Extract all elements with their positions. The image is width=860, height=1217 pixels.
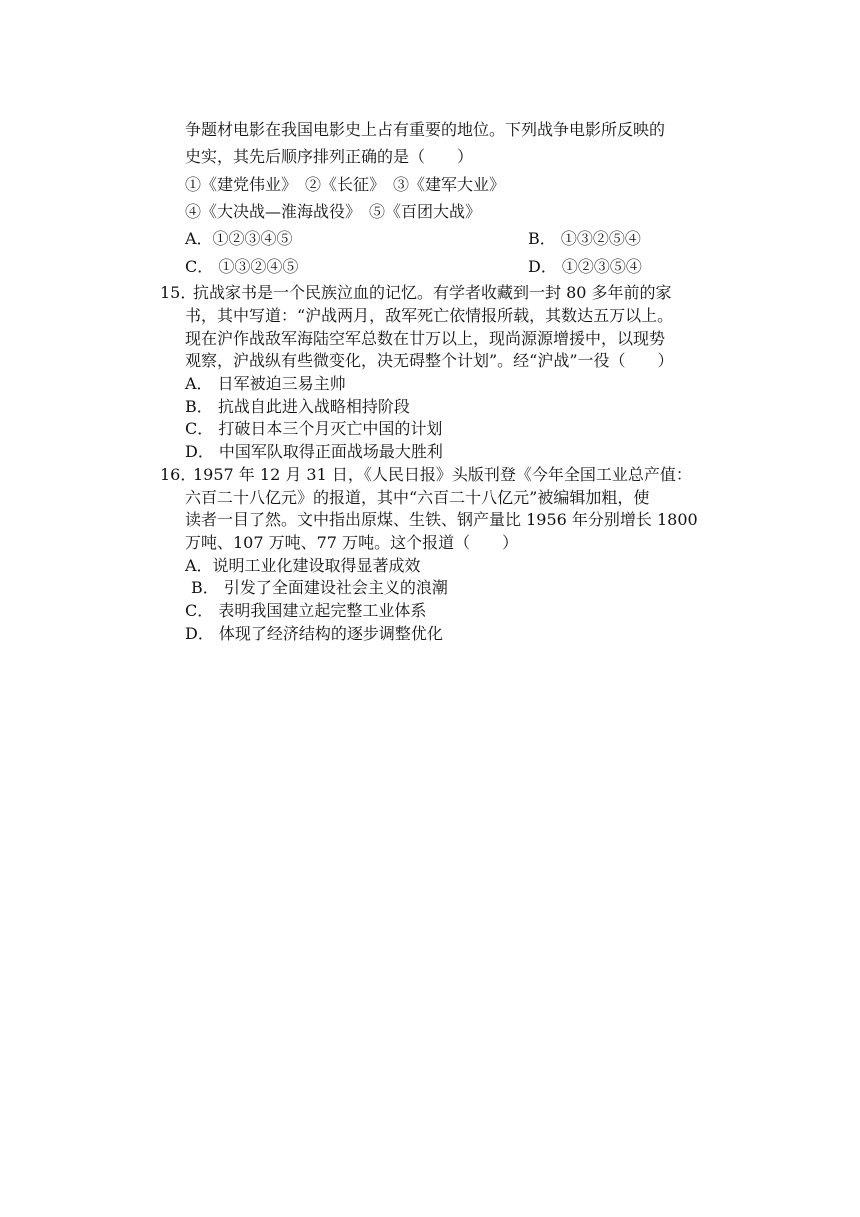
q16-option-a: A．说明工业化建设取得显著成效 [185, 556, 421, 575]
q14-items-row-1: ①《建党伟业》 ②《长征》 ③《建军大业》 [185, 175, 506, 194]
q15-stem-line-2: 书，其中写道：“沪战两月，敌军死亡依情报所载，其数达五万以上。 [185, 306, 674, 325]
q14-stem-line-1: 争题材电影在我国电影史上占有重要的地位。下列战争电影所反映的 [185, 120, 666, 139]
q16-option-c: C． 表明我国建立起完整工业体系 [185, 601, 427, 620]
q15-stem-line-3: 现在沪作战敌军海陆空军总数在廿万以上，现尚源源增援中，以现势 [185, 329, 666, 348]
q14-option-c: C． ①③②④⑤ [185, 257, 299, 276]
q14-option-a: A．①②③④⑤ [185, 229, 293, 248]
q15-stem-line-1: 抗战家书是一个民族泣血的记忆。有学者收藏到一封 80 多年前的家 [193, 283, 672, 302]
q14-items-row-2: ④《大决战—淮海战役》 ⑤《百团大战》 [185, 202, 482, 221]
q15-option-d: D． 中国军队取得正面战场最大胜利 [185, 442, 443, 461]
q15-number: 15． [160, 283, 197, 302]
q14-option-d: D． ①②③⑤④ [528, 257, 642, 276]
q16-stem-line-4: 万吨、107 万吨、77 万吨。这个报道（ ） [185, 533, 519, 552]
q16-option-d: D． 体现了经济结构的逐步调整优化 [185, 624, 443, 643]
q15-option-a: A． 日军被迫三易主帅 [185, 374, 346, 393]
q15-option-b: B． 抗战自此进入战略相持阶段 [185, 397, 410, 416]
q16-stem-line-1: 1957 年 12 月 31 日，《人民日报》头版刊登《今年全国工业总产值： [193, 465, 692, 484]
q16-number: 16． [160, 465, 197, 484]
q16-stem-line-2: 六百二十八亿元》的报道，其中“六百二十八亿元”被编辑加粗，使 [185, 488, 650, 507]
q14-option-b: B． ①③②⑤④ [528, 229, 641, 248]
q14-stem-line-2: 史实，其先后顺序排列正确的是（ ） [185, 147, 474, 166]
q16-option-b: B． 引发了全面建设社会主义的浪潮 [191, 578, 448, 597]
q16-stem-line-3: 读者一目了然。文中指出原煤、生铁、钢产量比 1956 年分别增长 1800 [185, 510, 698, 529]
q15-stem-line-4: 观察，沪战纵有些微变化，决无碍整个计划”。经“沪战”一役（ ） [185, 351, 674, 370]
q15-option-c: C． 打破日本三个月灭亡中国的计划 [185, 419, 443, 438]
